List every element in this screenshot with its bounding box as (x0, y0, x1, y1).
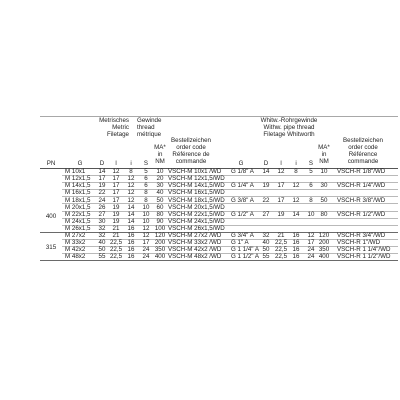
metric-thread-header-text: Metrisches (99, 117, 129, 124)
whitworth-thread-header-text: Whitw.-Rohrgewinde (260, 117, 318, 124)
order-code-header-text: commande (347, 158, 379, 165)
metric-dim-d-cell: 14 (98, 168, 106, 176)
metric-g-column-header: G (77, 160, 83, 167)
torque-header-text: MA* (154, 144, 166, 151)
whitworth-order-code-cell: VSCH-R 3/4"/WD (337, 232, 386, 240)
metric-dim-d-cell: 26 (98, 203, 106, 211)
whitworth-s-column-header: S (308, 160, 314, 167)
whitworth-dim-i-cell: 16 (292, 232, 300, 240)
whitworth-thread-size-cell: G 3/4" A (231, 232, 254, 240)
whitworth-thread-header-text: Withw. pipe thread (263, 124, 315, 131)
whitworth-dim-d-cell: 40 (262, 239, 270, 247)
metric-dim-s-cell: 8 (144, 189, 148, 197)
metric-dim-i-cell: 16 (127, 232, 135, 240)
metric-order-code-cell: VSCH-M 18x1,5/WD (168, 196, 225, 204)
metric-thread-header-left (89, 117, 129, 138)
metric-torque-ma-cell: 100 (154, 224, 166, 232)
order-code-header-text: Référence (348, 151, 378, 158)
whitworth-g-column-header: G (238, 160, 244, 167)
metric-dim-d-cell: 22 (98, 189, 106, 197)
metric-torque-ma-cell: 40 (156, 189, 164, 197)
metric-dim-s-cell: 10 (142, 217, 150, 225)
metric-l-column-header: l (115, 160, 117, 167)
metric-thread-header-text: Gewinde (137, 117, 162, 124)
whitworth-dim-d-cell: 50 (262, 246, 270, 254)
torque-header-text: NM (155, 158, 165, 165)
metric-order-code-cell: VSCH-M 12x1,5/WD (168, 175, 225, 183)
metric-dim-s-cell: 24 (142, 246, 150, 254)
whitworth-thread-size-cell: G 1/4" A (231, 182, 254, 190)
whitworth-thread-header (254, 117, 324, 138)
metric-order-code-cell: VSCH-M 20x1,5/WD (168, 203, 225, 211)
metric-order-code-cell: VSCH-M 22x1,5/WD (168, 210, 225, 218)
metric-s-column-header: S (143, 160, 149, 167)
whitworth-dim-l-cell: 19 (277, 210, 285, 218)
metric-dim-s-cell: 10 (142, 210, 150, 218)
metric-dim-d-cell: 19 (98, 182, 106, 190)
whitworth-thread-size-cell: G 1/2" A (231, 210, 254, 218)
metric-dim-i-cell: 12 (127, 189, 135, 197)
whitworth-dim-i-cell: 16 (292, 239, 300, 247)
order-code-header-text: order code (348, 144, 378, 151)
metric-dim-i-cell: 12 (127, 175, 135, 183)
metric-dim-s-cell: 12 (142, 224, 150, 232)
metric-torque-ma-cell: 20 (156, 175, 164, 183)
metric-thread-size-cell: M 18x1,5 (65, 196, 91, 204)
metric-dim-i-cell: 8 (129, 168, 133, 176)
whitworth-dim-i-cell: 16 (292, 253, 300, 261)
whitworth-dim-l-cell: 17 (277, 182, 285, 190)
order-code-header-text: Référence de (172, 151, 210, 158)
whitworth-dim-d-cell: 55 (262, 253, 270, 261)
metric-dim-s-cell: 6 (144, 182, 148, 190)
metric-dim-d-cell: 27 (98, 210, 106, 218)
metric-thread-header-text: Filetage (106, 131, 129, 138)
metric-dim-d-cell: 32 (98, 224, 106, 232)
metric-dim-d-cell: 24 (98, 196, 106, 204)
whitworth-torque-ma-cell: 200 (318, 239, 330, 247)
torque-header-text: NM (319, 158, 329, 165)
metric-dim-s-cell: 5 (144, 168, 148, 176)
whitworth-dim-i-cell: 12 (292, 196, 300, 204)
metric-dim-l-cell: 19 (112, 210, 120, 218)
whitworth-order-code-cell: VSCH-R 1/2"/WD (337, 210, 386, 218)
metric-dim-d-cell: 40 (98, 239, 106, 247)
whitworth-dim-d-cell: 22 (262, 196, 270, 204)
whitworth-dim-s-cell: 24 (307, 246, 315, 254)
metric-dim-i-cell: 16 (127, 253, 135, 261)
order-code-header-text: Bestellzeichen (171, 137, 211, 144)
metric-torque-ma-cell: 10 (156, 168, 164, 176)
metric-thread-header-text: thread (137, 124, 155, 131)
metric-thread-size-cell: M 27x2 (65, 232, 86, 240)
whitworth-order-code-cell: VSCH-R 1 1/2"/WD (337, 253, 391, 261)
pn-value: 315 (45, 243, 57, 251)
torque-header-text: in (157, 151, 163, 158)
whitworth-thread-size-cell: G 1/8" A (231, 168, 254, 176)
column-header-row (0, 160, 400, 167)
metric-order-code-cell: VSCH-M 26x1,5/WD (168, 224, 225, 232)
whitworth-order-code-cell: VSCH-R 1"/WD (337, 239, 381, 247)
whitworth-thread-size-cell: G 1 1/2" A (231, 253, 259, 261)
whitworth-order-code-cell: VSCH-R 1 1/4"/WD (337, 246, 391, 254)
whitworth-dim-l-cell: 21 (277, 232, 285, 240)
whitworth-torque-ma-cell: 30 (320, 182, 328, 190)
order-code-header-text: Bestellzeichen (343, 137, 383, 144)
metric-dim-l-cell: 22,5 (109, 246, 123, 254)
whitworth-dim-s-cell: 17 (307, 239, 315, 247)
metric-thread-size-cell: M 48x2 (65, 253, 86, 261)
whitworth-dim-l-cell: 22,5 (274, 239, 288, 247)
whitworth-order-code-cell: VSCH-R 1/4"/WD (337, 182, 386, 190)
whitworth-dim-s-cell: 6 (309, 182, 313, 190)
whitworth-thread-size-cell: G 1 1/4" A (231, 246, 259, 254)
whitworth-dim-s-cell: 12 (307, 232, 315, 240)
metric-dim-l-cell: 22,5 (109, 253, 123, 261)
metric-d-column-header: D (99, 160, 105, 167)
whitworth-thread-size-cell: G 1" A (231, 239, 249, 247)
metric-torque-ma-cell: 400 (154, 253, 166, 261)
metric-thread-size-cell: M 12x1,5 (65, 175, 91, 183)
whitworth-torque-ma-cell: 80 (320, 210, 328, 218)
whitworth-dim-i-cell: 16 (292, 246, 300, 254)
metric-dim-i-cell: 16 (127, 239, 135, 247)
whitworth-dim-d-cell: 27 (262, 210, 270, 218)
metric-dim-s-cell: 10 (142, 203, 150, 211)
whitworth-torque-ma-cell: 120 (318, 232, 330, 240)
metric-torque-ma-cell: 200 (154, 239, 166, 247)
metric-dim-i-cell: 16 (127, 246, 135, 254)
metric-torque-ma-cell: 60 (156, 203, 164, 211)
metric-order-code-cell: VSCH-M 48x2 /WD (168, 253, 222, 261)
pn-group (0, 169, 400, 233)
whitworth-dim-d-cell: 32 (262, 232, 270, 240)
pn-value: 400 (45, 213, 57, 220)
metric-dim-l-cell: 17 (112, 196, 120, 204)
metric-order-code-cell: VSCH-M 16x1,5/WD (168, 189, 225, 197)
whitworth-torque-ma-cell: 50 (320, 196, 328, 204)
metric-thread-header-text: métrique (137, 131, 162, 138)
whitworth-thread-header-text: Filetage Whitworth (263, 131, 315, 138)
whitworth-dim-s-cell: 8 (309, 196, 313, 204)
metric-torque-ma-cell: 350 (154, 246, 166, 254)
metric-order-code-cell: VSCH-M 42x2 /WD (168, 246, 222, 254)
metric-thread-size-cell: M 42x2 (65, 246, 86, 254)
metric-dim-s-cell: 17 (142, 239, 150, 247)
metric-order-code-cell: VSCH-M 14x1,5/WD (168, 182, 225, 190)
metric-i-column-header: i (130, 160, 132, 167)
metric-dim-s-cell: 12 (142, 232, 150, 240)
whitworth-dim-d-cell: 14 (262, 168, 270, 176)
whitworth-dim-d-cell: 19 (262, 182, 270, 190)
torque-header-text: in (321, 151, 327, 158)
table-body (0, 169, 400, 261)
whitworth-order-code-cell: VSCH-R 1/8"/WD (337, 168, 386, 176)
torque-header-text: MA* (318, 144, 330, 151)
metric-torque-ma-cell: 80 (156, 210, 164, 218)
metric-dim-l-cell: 17 (112, 189, 120, 197)
metric-dim-d-cell: 30 (98, 217, 106, 225)
whitworth-dim-l-cell: 12 (277, 168, 285, 176)
metric-dim-s-cell: 6 (144, 175, 148, 183)
metric-order-code-cell: VSCH-M 27x2 /WD (168, 232, 222, 240)
whitworth-dim-s-cell: 5 (309, 168, 313, 176)
metric-order-code-cell: VSCH-M 33x2 /WD (168, 239, 222, 247)
metric-dim-i-cell: 12 (127, 196, 135, 204)
whitworth-l-column-header: l (280, 160, 282, 167)
metric-dim-d-cell: 50 (98, 246, 106, 254)
whitworth-dim-l-cell: 22,5 (274, 246, 288, 254)
metric-torque-ma-cell: 30 (156, 182, 164, 190)
metric-dim-d-cell: 32 (98, 232, 106, 240)
metric-dim-d-cell: 17 (98, 175, 106, 183)
whitworth-dim-s-cell: 24 (307, 253, 315, 261)
whitworth-torque-ma-cell: 400 (318, 253, 330, 261)
whitworth-torque-ma-cell: 10 (320, 168, 328, 176)
whitworth-thread-size-cell: G 3/8" A (231, 196, 254, 204)
metric-dim-l-cell: 19 (112, 203, 120, 211)
pn-column-header: PN (46, 160, 56, 167)
metric-thread-size-cell: M 20x1,5 (65, 203, 91, 211)
metric-thread-header-right (137, 117, 177, 138)
pn-group (0, 233, 400, 261)
metric-dim-s-cell: 24 (142, 253, 150, 261)
metric-dim-d-cell: 55 (98, 253, 106, 261)
order-code-header-text: order code (176, 144, 206, 151)
metric-order-code-cell: VSCH-M 10x1 /WD (168, 168, 222, 176)
metric-dim-l-cell: 22,5 (109, 239, 123, 247)
whitworth-torque-ma-cell: 350 (318, 246, 330, 254)
metric-thread-size-cell: M 24x1,5 (65, 217, 91, 225)
metric-dim-i-cell: 12 (127, 182, 135, 190)
metric-torque-ma-cell: 120 (154, 232, 166, 240)
whitworth-i-column-header: i (295, 160, 297, 167)
whitworth-dim-i-cell: 8 (294, 168, 298, 176)
metric-thread-size-cell: M 33x2 (65, 239, 86, 247)
whitworth-d-column-header: D (263, 160, 269, 167)
metric-dim-l-cell: 12 (112, 168, 120, 176)
metric-thread-size-cell: M 26x1,5 (65, 224, 91, 232)
metric-dim-l-cell: 21 (112, 232, 120, 240)
metric-torque-ma-cell: 50 (156, 196, 164, 204)
metric-thread-size-cell: M 10x1 (65, 168, 86, 176)
metric-torque-ma-cell: 90 (156, 217, 164, 225)
whitworth-order-code-cell: VSCH-R 3/8"/WD (337, 196, 386, 204)
whitworth-dim-i-cell: 12 (292, 182, 300, 190)
whitworth-dim-l-cell: 22,5 (274, 253, 288, 261)
metric-dim-s-cell: 8 (144, 196, 148, 204)
metric-thread-size-cell: M 22x1,5 (65, 210, 91, 218)
metric-dim-i-cell: 14 (127, 217, 135, 225)
whitworth-dim-s-cell: 10 (307, 210, 315, 218)
metric-dim-i-cell: 14 (127, 203, 135, 211)
metric-dim-i-cell: 16 (127, 224, 135, 232)
order-code-header-text: commande (175, 158, 207, 165)
metric-dim-l-cell: 17 (112, 182, 120, 190)
table-row (0, 254, 400, 261)
whitworth-dim-i-cell: 14 (292, 210, 300, 218)
whitworth-dim-l-cell: 17 (277, 196, 285, 204)
metric-order-code-cell: VSCH-M 24x1,5/WD (168, 217, 225, 225)
metric-thread-size-cell: M 16x1,5 (65, 189, 91, 197)
metric-thread-size-cell: M 14x1,5 (65, 182, 91, 190)
metric-dim-l-cell: 17 (112, 175, 120, 183)
metric-dim-i-cell: 14 (127, 210, 135, 218)
metric-dim-l-cell: 19 (112, 217, 120, 225)
metric-dim-l-cell: 21 (112, 224, 120, 232)
metric-thread-header-text: Metric (112, 124, 129, 131)
